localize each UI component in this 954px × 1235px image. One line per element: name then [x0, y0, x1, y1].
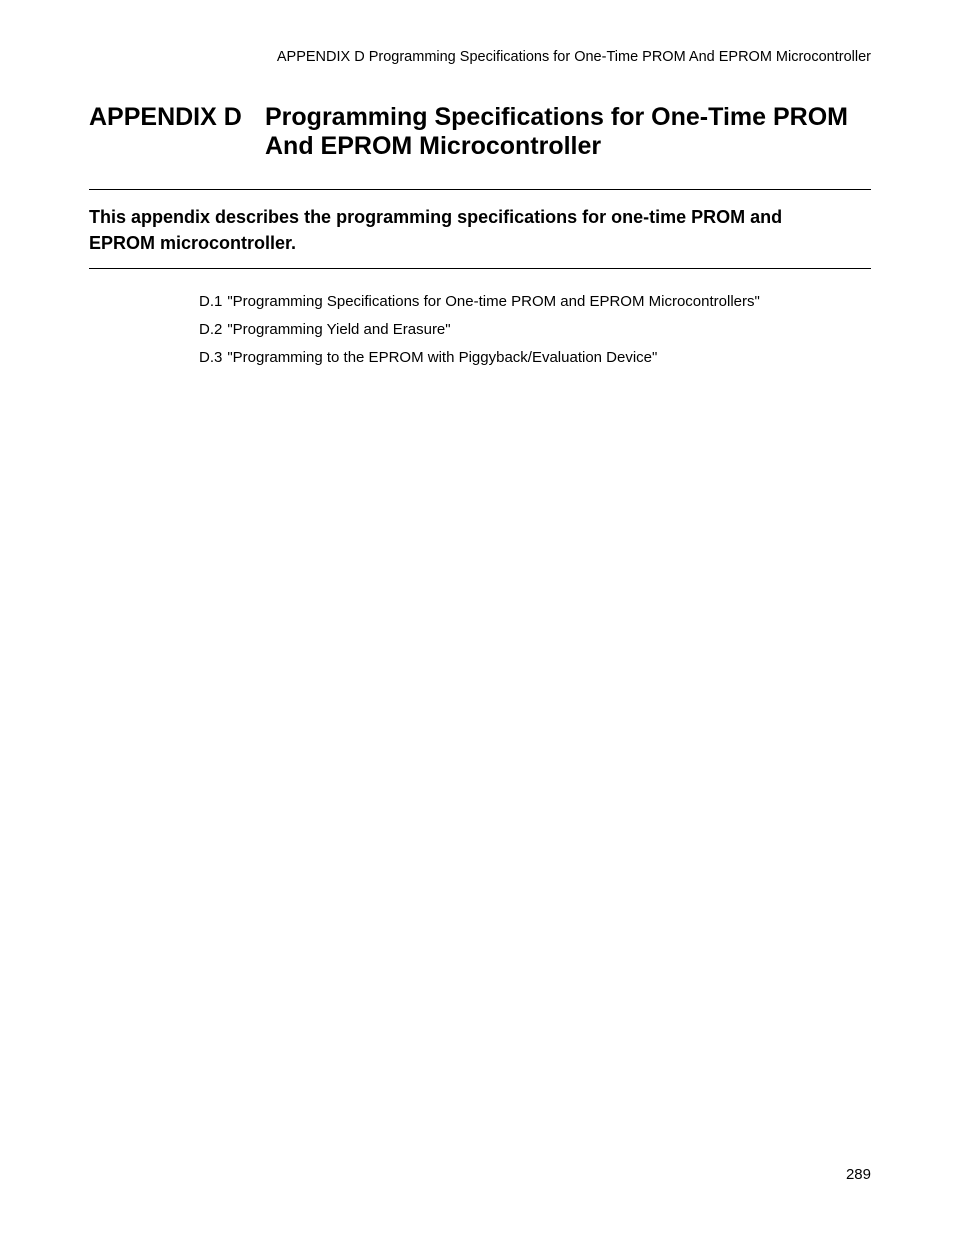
page-number: 289 — [845, 1166, 871, 1183]
bottom-divider — [89, 268, 871, 269]
section-list — [199, 288, 760, 372]
appendix-label: APPENDIX D — [89, 103, 242, 131]
section-number: D.2 — [199, 321, 223, 338]
section-link-d2[interactable] — [199, 316, 760, 344]
section-title: "Programming Yield and Erasure" — [227, 321, 451, 338]
intro-paragraph — [89, 204, 871, 256]
section-link-d1[interactable] — [199, 288, 760, 316]
top-divider — [89, 189, 871, 190]
section-title: "Programming Specifications for One-time PROM and EPROM Microcontrollers" — [227, 293, 760, 310]
appendix-title-text — [265, 103, 879, 161]
section-number: D.1 — [199, 293, 223, 310]
appendix-title — [89, 103, 879, 161]
intro-line-2: EPROM microcontroller. — [89, 233, 297, 253]
running-header: APPENDIX D Programming Specifications for One-Time PROM And EPROM Microcontroller — [276, 49, 871, 65]
appendix-title-line-2: And EPROM Microcontroller — [265, 132, 602, 160]
appendix-title-line-1: Programming Specifications for One-Time PROM — [265, 103, 848, 131]
section-title: "Programming to the EPROM with Piggyback/Evaluation Device" — [227, 349, 658, 366]
section-link-d3[interactable] — [199, 344, 760, 372]
section-number: D.3 — [199, 349, 223, 366]
intro-line-1: This appendix describes the programming specifications for one-time PROM and — [89, 207, 783, 227]
